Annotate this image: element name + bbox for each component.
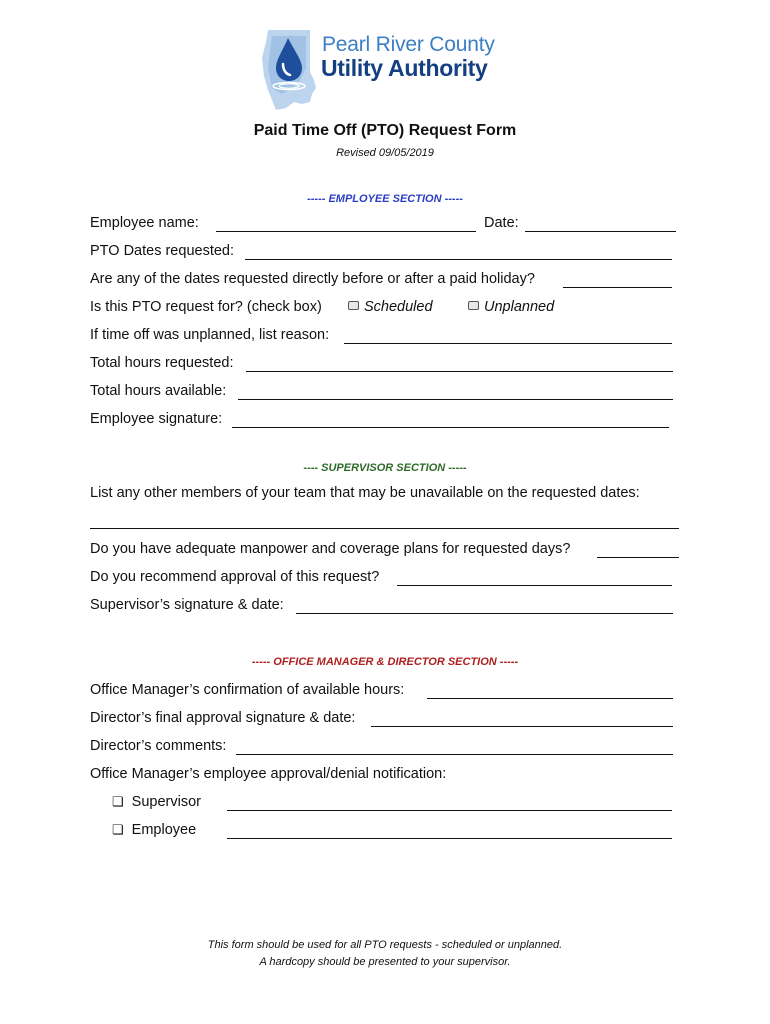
director-signature-label: Director’s final approval signature & date: xyxy=(90,710,356,726)
footer-line-2: A hardcopy should be presented to your supervisor. xyxy=(259,956,511,968)
employee-name-row xyxy=(90,215,680,235)
director-comments-label: Director’s comments: xyxy=(90,738,227,754)
hours-confirmation-label: Office Manager’s confirmation of available hours: xyxy=(90,682,405,698)
footer-line-1: This form should be used for all PTO requests - scheduled or unplanned. xyxy=(207,939,563,951)
hours-confirmation-field[interactable] xyxy=(427,698,673,699)
date-label: Date: xyxy=(484,215,519,231)
hours-available-field[interactable] xyxy=(238,399,673,400)
employee-signature-row xyxy=(90,411,680,431)
unplanned-option-label: Unplanned xyxy=(484,299,555,315)
director-signature-row xyxy=(90,710,682,730)
employee-signature-label: Employee signature: xyxy=(90,411,223,427)
company-logo xyxy=(258,28,518,112)
manpower-label: Do you have adequate manpower and coverage plans for requested days? xyxy=(90,541,571,557)
hours-confirmation-row xyxy=(90,682,682,702)
hours-available-label: Total hours available: xyxy=(90,383,227,399)
recommend-answer-field[interactable] xyxy=(397,585,672,586)
checkbox-icon: ❏ xyxy=(112,794,124,809)
date-field[interactable] xyxy=(525,231,676,232)
director-comments-row xyxy=(90,738,682,758)
employee-section-header: ----- EMPLOYEE SECTION ----- xyxy=(307,193,463,205)
recommend-row xyxy=(90,569,682,589)
logo-line-1: Pearl River County xyxy=(322,33,495,56)
notify-supervisor-row xyxy=(90,794,682,814)
footer-note xyxy=(0,937,770,971)
pto-type-row xyxy=(90,299,680,319)
employee-name-field[interactable] xyxy=(216,231,476,232)
unplanned-reason-label: If time off was unplanned, list reason: xyxy=(90,327,330,343)
supervisor-signature-label: Supervisor’s signature & date: xyxy=(90,597,284,613)
holiday-question-label: Are any of the dates requested directly before or after a paid holiday? xyxy=(90,271,535,287)
manpower-answer-field[interactable] xyxy=(597,557,679,558)
hours-available-row xyxy=(90,383,680,403)
notify-employee-checkbox[interactable] xyxy=(112,822,196,838)
recommend-label: Do you recommend approval of this request? xyxy=(90,569,380,585)
notify-supervisor-label: Supervisor xyxy=(131,794,201,810)
director-comments-field[interactable] xyxy=(236,754,673,755)
unplanned-reason-field[interactable] xyxy=(344,343,672,344)
pto-dates-label: PTO Dates requested: xyxy=(90,243,235,259)
revision-date: Revised 09/05/2019 xyxy=(336,147,434,159)
notify-supervisor-checkbox[interactable] xyxy=(112,794,201,810)
holiday-row xyxy=(90,271,680,291)
checkbox-icon: ❏ xyxy=(112,822,124,837)
holiday-answer-field[interactable] xyxy=(563,287,672,288)
notification-label: Office Manager’s employee approval/denial notification: xyxy=(90,766,447,782)
notify-supervisor-field[interactable] xyxy=(227,810,672,811)
director-signature-field[interactable] xyxy=(371,726,673,727)
scheduled-checkbox[interactable] xyxy=(348,299,433,315)
employee-signature-field[interactable] xyxy=(232,427,669,428)
supervisor-signature-row xyxy=(90,597,682,617)
hours-requested-label: Total hours requested: xyxy=(90,355,234,371)
checkbox-icon xyxy=(468,301,479,310)
supervisor-section-header: ---- SUPERVISOR SECTION ----- xyxy=(303,462,467,474)
manpower-row xyxy=(90,541,682,561)
team-unavailable-field[interactable] xyxy=(90,528,679,529)
employee-name-label: Employee name: xyxy=(90,215,199,231)
scheduled-option-label: Scheduled xyxy=(364,299,433,315)
team-unavailable-label: List any other members of your team that may be unavailable on the requested dates: xyxy=(90,485,640,501)
notify-employee-row xyxy=(90,822,682,842)
manager-section-header: ----- OFFICE MANAGER & DIRECTOR SECTION ----- xyxy=(251,656,519,668)
logo-line-2: Utility Authority xyxy=(321,55,488,81)
unplanned-checkbox[interactable] xyxy=(468,299,554,315)
water-drop-map-icon xyxy=(258,28,328,112)
form-title: Paid Time Off (PTO) Request Form xyxy=(253,122,517,139)
notify-employee-field[interactable] xyxy=(227,838,672,839)
pto-type-label: Is this PTO request for? (check box) xyxy=(90,299,322,315)
checkbox-icon xyxy=(348,301,359,310)
hours-requested-row xyxy=(90,355,680,375)
pto-dates-row xyxy=(90,243,680,263)
pto-dates-field[interactable] xyxy=(245,259,672,260)
supervisor-signature-field[interactable] xyxy=(296,613,673,614)
team-unavailable-row xyxy=(90,485,682,505)
notification-row xyxy=(90,766,682,786)
unplanned-reason-row xyxy=(90,327,680,347)
notify-employee-label: Employee xyxy=(131,822,197,838)
hours-requested-field[interactable] xyxy=(246,371,673,372)
